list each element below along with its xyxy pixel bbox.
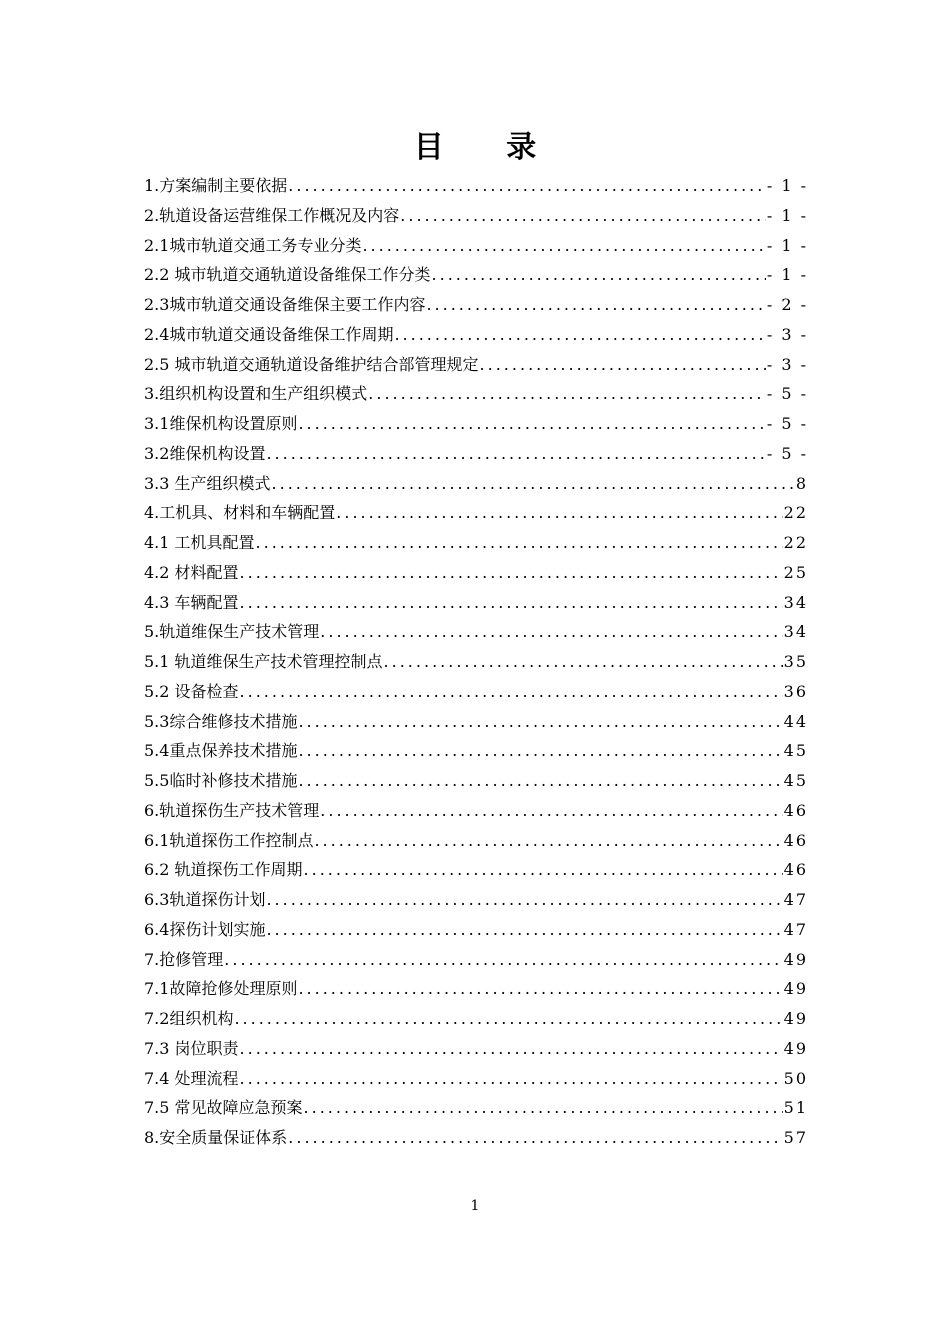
toc-entry-page: 57 xyxy=(783,1128,808,1147)
toc-entry-label: 2.1城市轨道交通工务专业分类 xyxy=(144,235,362,255)
toc-entry-page: 8 xyxy=(795,473,808,493)
toc-dot-leader xyxy=(288,171,766,201)
toc-entry-label: 4.2 材料配置 xyxy=(144,562,239,582)
toc-entry[interactable] xyxy=(144,379,808,409)
toc-dot-leader xyxy=(298,409,765,439)
toc-dot-leader xyxy=(304,855,783,885)
toc-entry-page: - 1 - xyxy=(766,205,808,225)
toc-entry[interactable] xyxy=(144,558,808,588)
toc-dot-leader xyxy=(362,231,765,261)
toc-entry[interactable] xyxy=(144,1004,808,1034)
toc-entry-page: 50 xyxy=(783,1068,808,1088)
toc-entry-label: 2.轨道设备运营维保工作概况及内容 xyxy=(144,205,400,225)
page-number: 1 xyxy=(470,1198,480,1214)
toc-dot-leader xyxy=(240,1064,783,1094)
toc-entry-page: 49 xyxy=(783,1009,808,1028)
toc-dot-leader xyxy=(480,350,766,380)
toc-entry-page: 35 xyxy=(783,652,808,671)
toc-entry-label: 4.工机具、材料和车辆配置 xyxy=(144,503,336,523)
toc-dot-leader xyxy=(298,707,782,737)
toc-dot-leader xyxy=(256,528,783,558)
toc-dot-leader xyxy=(336,498,782,528)
toc-entry[interactable] xyxy=(144,736,808,766)
toc-entry[interactable] xyxy=(144,260,808,290)
toc-entry-label: 6.4探伤计划实施 xyxy=(144,919,266,939)
toc-dot-leader xyxy=(432,260,766,290)
toc-entry-label: 7.2组织机构 xyxy=(144,1009,234,1028)
toc-entry-label: 5.5临时补修技术措施 xyxy=(144,771,298,790)
toc-entry-page: 22 xyxy=(783,503,808,523)
toc-entry-label: 3.组织机构设置和生产组织模式 xyxy=(144,384,368,404)
toc-entry-label: 7.4 处理流程 xyxy=(144,1068,239,1088)
toc-entry-page: 25 xyxy=(783,562,808,582)
toc-entry[interactable] xyxy=(144,290,808,320)
toc-entry-page: 45 xyxy=(783,771,808,790)
toc-entry-label: 7.抢修管理 xyxy=(144,949,224,969)
toc-entry-page: 49 xyxy=(783,949,808,969)
toc-entry-page: 46 xyxy=(783,860,808,880)
toc-entry[interactable] xyxy=(144,409,808,439)
toc-entry-page: 47 xyxy=(783,919,808,939)
toc-entry[interactable] xyxy=(144,201,808,231)
toc-entry[interactable] xyxy=(144,171,808,201)
toc-entry-label: 3.3 生产组织模式 xyxy=(144,473,271,493)
toc-entry[interactable] xyxy=(144,826,808,856)
toc-entry-page: - 5 - xyxy=(766,384,808,404)
toc-entry-page: 46 xyxy=(783,830,808,850)
toc-entry-label: 5.3综合维修技术措施 xyxy=(144,711,298,731)
toc-entry[interactable] xyxy=(144,320,808,350)
toc-dot-leader xyxy=(298,736,782,766)
toc-dot-leader xyxy=(288,1123,782,1153)
toc-dot-leader xyxy=(266,915,782,945)
toc-title: 目 录 xyxy=(413,130,563,165)
toc-entry[interactable] xyxy=(144,528,808,558)
toc-entry[interactable] xyxy=(144,796,808,826)
toc-entry-page: - 5 - xyxy=(766,414,808,433)
toc-entry[interactable] xyxy=(144,885,808,915)
toc-entry-page: 46 xyxy=(783,800,808,820)
toc-entry-label: 3.2维保机构设置 xyxy=(144,443,266,463)
toc-entry-page: - 5 - xyxy=(766,443,808,463)
toc-entry-page: 44 xyxy=(783,711,808,731)
toc-dot-leader xyxy=(426,290,765,320)
toc-entry[interactable] xyxy=(144,350,808,380)
toc-dot-leader xyxy=(320,796,782,826)
toc-entry-label: 6.2 轨道探伤工作周期 xyxy=(144,860,303,880)
toc-entry-label: 4.3 车辆配置 xyxy=(144,592,239,612)
toc-entry-page: 34 xyxy=(783,622,808,642)
toc-entry[interactable] xyxy=(144,469,808,499)
toc-entry-label: 4.1 工机具配置 xyxy=(144,533,255,552)
toc-entry-label: 3.1维保机构设置原则 xyxy=(144,414,298,433)
toc-entry-page: - 2 - xyxy=(766,295,808,314)
toc-entry[interactable] xyxy=(144,498,808,528)
toc-entry-page: - 3 - xyxy=(766,354,808,374)
toc-entry[interactable] xyxy=(144,855,808,885)
toc-entry-label: 6.3轨道探伤计划 xyxy=(144,890,266,909)
toc-dot-leader xyxy=(298,766,782,796)
toc-entry-page: 36 xyxy=(783,681,808,701)
toc-entry-page: 49 xyxy=(783,1038,808,1058)
toc-entry-label: 5.轨道维保生产技术管理 xyxy=(144,622,320,642)
toc-dot-leader xyxy=(240,558,783,588)
toc-entry-label: 2.2 城市轨道交通轨道设备维保工作分类 xyxy=(144,265,431,285)
toc-entry-label: 2.4城市轨道交通设备维保工作周期 xyxy=(144,324,394,344)
toc-entry[interactable] xyxy=(144,617,808,647)
toc-entry[interactable] xyxy=(144,1034,808,1064)
toc-entry-label: 5.4重点保养技术措施 xyxy=(144,741,298,761)
toc-dot-leader xyxy=(394,320,765,350)
toc-entry[interactable] xyxy=(144,231,808,261)
toc-entry-page: 22 xyxy=(783,533,808,552)
toc-dot-leader xyxy=(240,677,783,707)
toc-dot-leader xyxy=(304,1093,783,1123)
toc-entry-label: 8.安全质量保证体系 xyxy=(144,1128,288,1147)
toc-entry-label: 6.轨道探伤生产技术管理 xyxy=(144,800,320,820)
toc-entry[interactable] xyxy=(144,945,808,975)
toc-entry[interactable] xyxy=(144,707,808,737)
toc-dot-leader xyxy=(224,945,782,975)
toc-entry-label: 5.2 设备检查 xyxy=(144,681,239,701)
toc-entry[interactable] xyxy=(144,439,808,469)
toc-entry-page: 51 xyxy=(783,1098,808,1118)
toc-entry-label: 7.1故障抢修处理原则 xyxy=(144,979,298,999)
toc-entry[interactable] xyxy=(144,588,808,618)
toc-entry-page: 47 xyxy=(783,890,808,909)
toc-entry-page: - 1 - xyxy=(766,265,808,285)
toc-entry[interactable] xyxy=(144,1064,808,1094)
toc-dot-leader xyxy=(240,1034,783,1064)
toc-entry[interactable] xyxy=(144,647,808,677)
toc-entry-page: 34 xyxy=(783,592,808,612)
toc-entry[interactable] xyxy=(144,915,808,945)
toc-entry-label: 5.1 轨道维保生产技术管理控制点 xyxy=(144,652,383,671)
toc-entry[interactable] xyxy=(144,974,808,1004)
toc-entry-label: 1.方案编制主要依据 xyxy=(144,176,288,195)
toc-entry[interactable] xyxy=(144,766,808,796)
toc-entry-label: 2.3城市轨道交通设备维保主要工作内容 xyxy=(144,295,426,314)
toc-entry-page: 45 xyxy=(783,741,808,761)
toc-dot-leader xyxy=(266,885,782,915)
toc-dot-leader xyxy=(298,974,782,1004)
toc-entry-page: 49 xyxy=(783,979,808,999)
toc-entry-label: 7.5 常见故障应急预案 xyxy=(144,1098,303,1118)
toc-dot-leader xyxy=(400,201,766,231)
toc-dot-leader xyxy=(368,379,766,409)
toc-entry[interactable] xyxy=(144,1123,808,1153)
toc-entry-page: - 3 - xyxy=(766,324,808,344)
toc-dot-leader xyxy=(320,617,782,647)
toc-entry-page: - 1 - xyxy=(766,176,808,195)
toc-dot-leader xyxy=(234,1004,782,1034)
toc-entry[interactable] xyxy=(144,1093,808,1123)
toc-dot-leader xyxy=(314,826,782,856)
toc-entry-label: 6.1轨道探伤工作控制点 xyxy=(144,830,314,850)
toc-dot-leader xyxy=(384,647,783,677)
toc-entry-page: - 1 - xyxy=(766,235,808,255)
toc-dot-leader xyxy=(240,588,783,618)
toc-dot-leader xyxy=(272,469,795,499)
toc-entry[interactable] xyxy=(144,677,808,707)
toc-entry-label: 7.3 岗位职责 xyxy=(144,1038,239,1058)
toc-list xyxy=(144,171,808,1153)
toc-entry-label: 2.5 城市轨道交通轨道设备维护结合部管理规定 xyxy=(144,354,479,374)
toc-dot-leader xyxy=(266,439,765,469)
